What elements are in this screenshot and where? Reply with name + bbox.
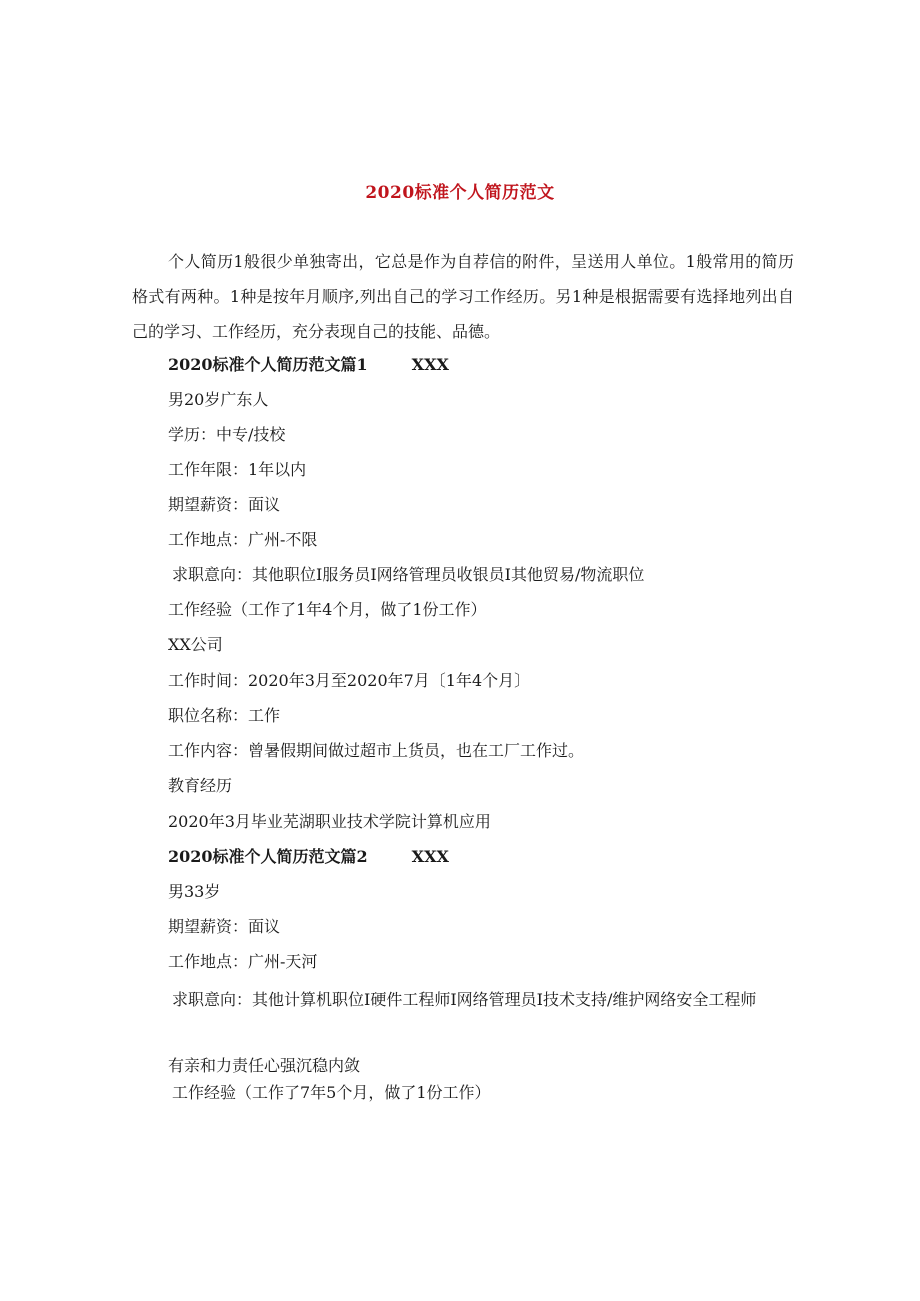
resume1-heading: 2020标准个人简历范文篇1	[168, 355, 368, 374]
resume1-salary: 期望薪资：面议	[168, 495, 281, 514]
resume1-location: 工作地点：广州-不限	[168, 530, 318, 549]
resume1-company: XX公司	[168, 635, 223, 654]
resume2-experience-summary: 工作经验（工作了7年5个月，做了1份工作）	[172, 1083, 491, 1102]
resume1-intention: 求职意向：其他职位I服务员I网络管理员收银员I其他贸易/物流职位	[172, 565, 645, 584]
resume2-location: 工作地点：广州-天河	[168, 952, 318, 971]
resume1-content: 工作内容：曾暑假期间做过超市上货员，也在工厂工作过。	[168, 741, 585, 760]
resume1-position: 职位名称：工作	[168, 706, 281, 725]
resume1-heading-line	[168, 354, 449, 376]
document-title: 2020标准个人简历范文	[365, 183, 555, 203]
resume1-experience-summary: 工作经验（工作了1年4个月，做了1份工作）	[168, 600, 487, 619]
resume2-heading-line	[168, 846, 449, 868]
resume2-heading: 2020标准个人简历范文篇2	[168, 847, 368, 866]
resume2-intention: 求职意向：其他计算机职位I硬件工程师I网络管理员I技术支持/维护网络安全工程师	[172, 990, 757, 1009]
resume1-basic: 男20岁广东人	[168, 390, 269, 409]
resume2-traits: 有亲和力责任心强沉稳内敛	[168, 1056, 361, 1075]
resume2-salary: 期望薪资：面议	[168, 917, 281, 936]
resume1-education-heading: 教育经历	[168, 776, 233, 795]
resume1-work-time: 工作时间：2020年3月至2020年7月〔1年4个月〕	[168, 671, 531, 690]
resume1-education: 2020年3月毕业芜湖职业技术学院计算机应用	[168, 812, 491, 831]
resume2-name: XXX	[411, 847, 449, 866]
intro-paragraph: 个人简历1般很少单独寄出，它总是作为自荐信的附件，呈送用人单位。1般常用的简历格式有两种。1种是按年月顺序,列出自己的学习工作经历。另1种是根据需要有选择地列出自己的学习、工作经历，充分表现自己的技能、品德。	[132, 252, 794, 341]
resume1-name: XXX	[411, 355, 449, 374]
resume1-education-level: 学历：中专/技校	[168, 425, 286, 444]
resume2-basic: 男33岁	[168, 882, 221, 901]
resume1-work-years: 工作年限：1年以内	[168, 460, 307, 479]
